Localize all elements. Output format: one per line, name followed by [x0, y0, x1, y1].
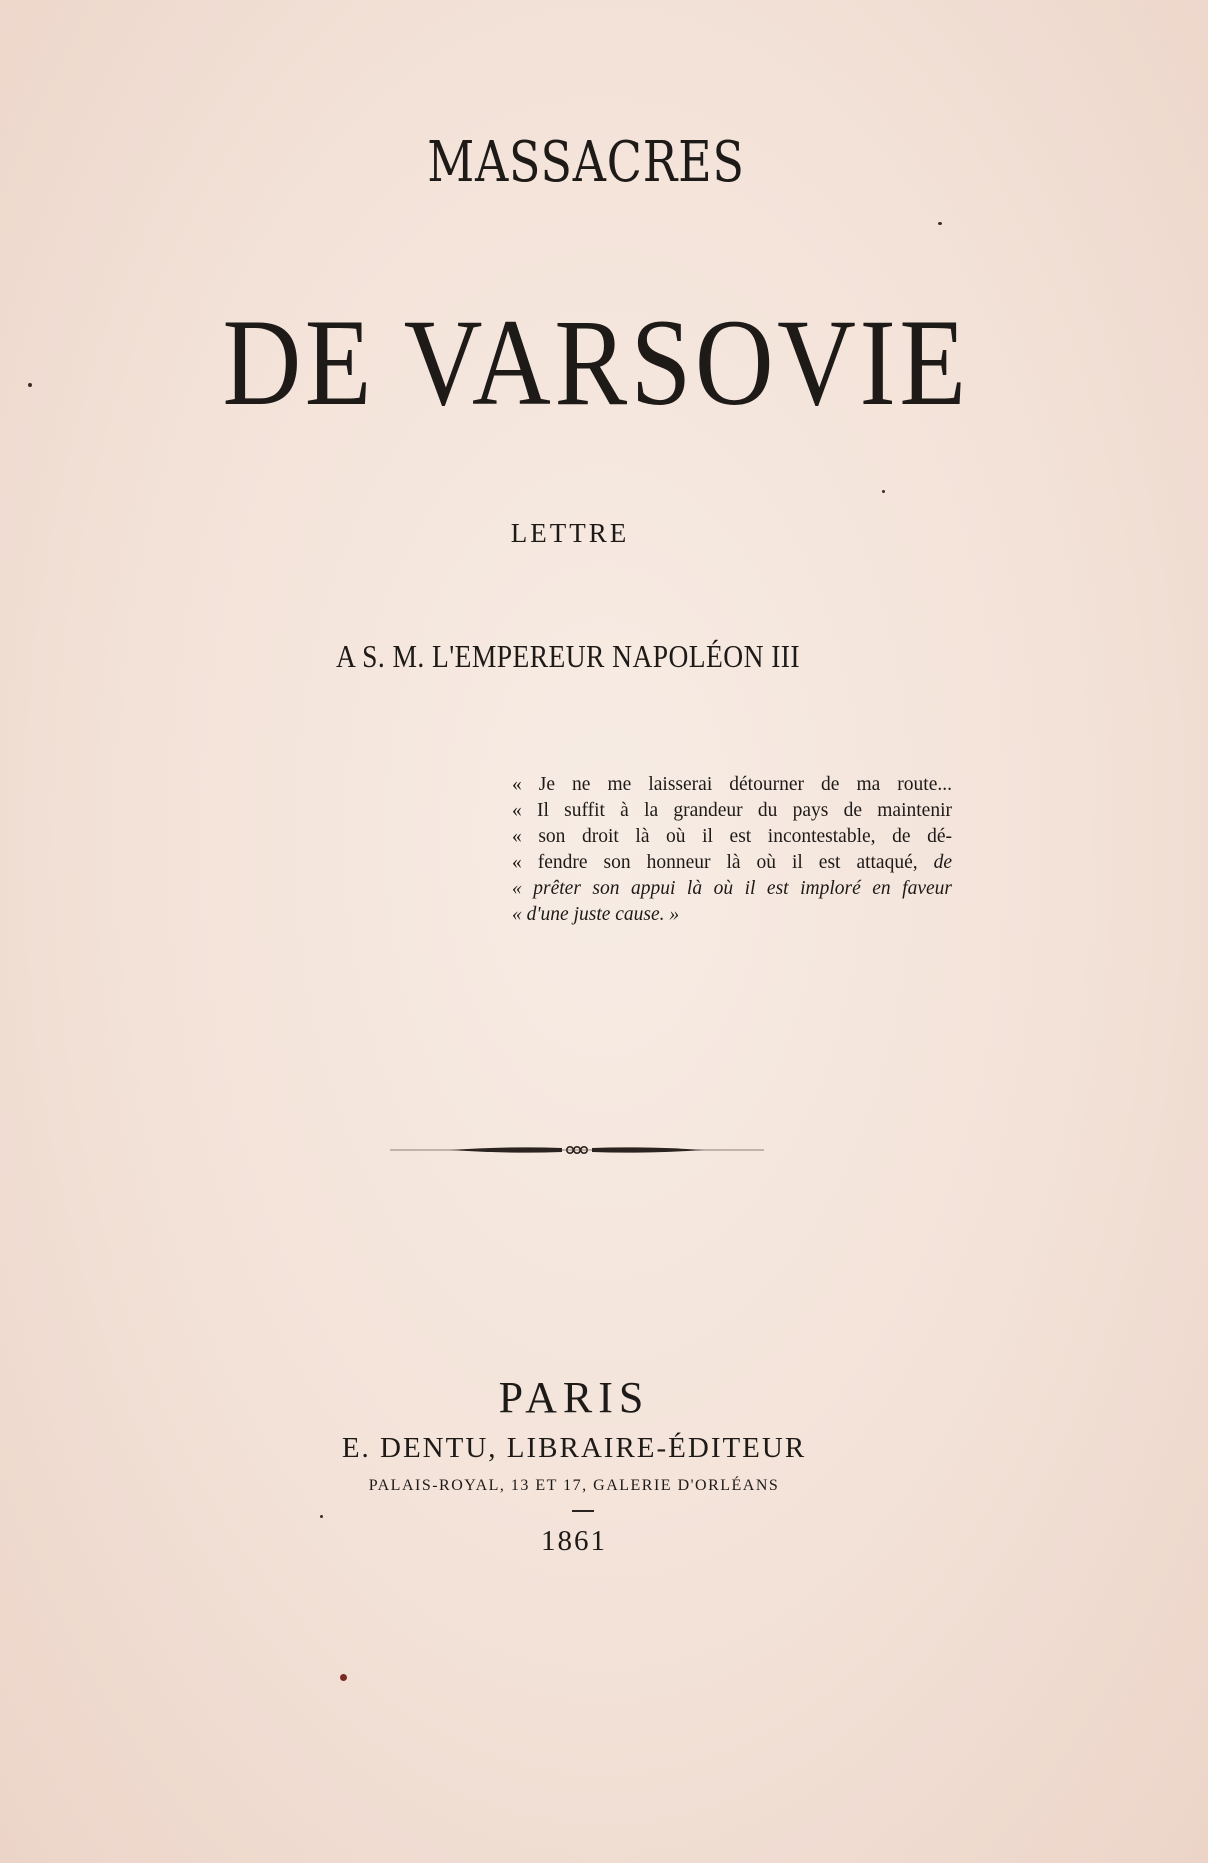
epigraph-line-3: « son droit là où il est incontestable, de dé- — [512, 826, 952, 847]
epigraph-line-4-text: « fendre son honneur là où il est attaqué, — [512, 852, 918, 873]
imprint-city: PARIS — [498, 1373, 650, 1422]
ornamental-divider — [390, 1140, 764, 1160]
year-rule — [572, 1510, 594, 1512]
imprint-address: PALAIS-ROYAL, 13 ET 17, GALERIE D'ORLÉANS — [368, 1477, 780, 1494]
paper-speck — [28, 383, 32, 387]
epigraph-line-2: « Il suffit à la grandeur du pays de maintenir — [512, 800, 952, 821]
epigraph-line-4 — [512, 850, 952, 876]
paper-speck — [882, 490, 885, 493]
paper-speck — [340, 1674, 347, 1681]
imprint-publisher: E. DENTU, LIBRAIRE-ÉDITEUR — [341, 1432, 807, 1464]
paper-speck — [938, 222, 942, 225]
epigraph-line-6: « d'une juste cause. » — [512, 904, 680, 925]
imprint-year: 1861 — [541, 1525, 607, 1557]
epigraph-line-4-italic: de — [933, 852, 953, 873]
subtitle: LETTRE — [510, 518, 630, 548]
dedication: A S. M. L'EMPEREUR NAPOLÉON III — [336, 638, 800, 674]
paper-speck — [320, 1515, 323, 1518]
epigraph — [512, 772, 952, 928]
title-line-2: DE VARSOVIE — [222, 294, 970, 431]
title-line-1: MASSACRES — [427, 130, 745, 195]
epigraph-line-5: « prêter son appui là où il est imploré en faveur — [512, 878, 952, 899]
epigraph-line-1: « Je ne me laisserai détourner de ma route... — [512, 774, 952, 795]
